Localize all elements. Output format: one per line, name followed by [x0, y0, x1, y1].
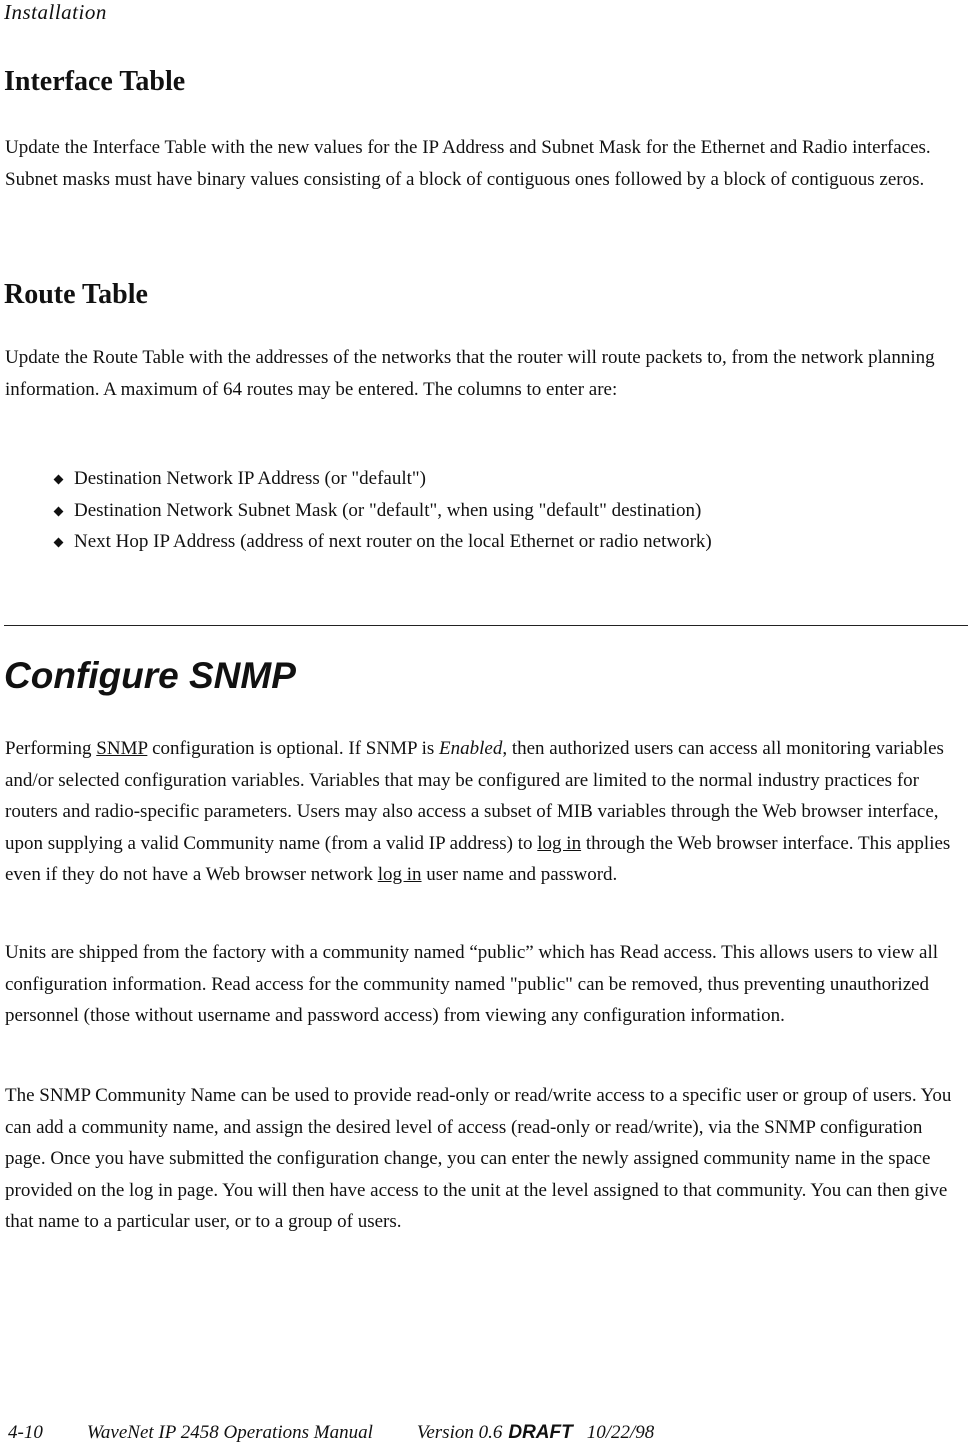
snmp-link[interactable]: SNMP [96, 738, 148, 759]
snmp-paragraph-1 [5, 733, 967, 891]
list-item [52, 463, 712, 495]
log-in-link[interactable]: log in [537, 832, 582, 854]
list-item [52, 495, 712, 527]
list-item [52, 526, 712, 558]
version-label: Version 0.6 [416, 1422, 503, 1443]
text-run: user name and password. [421, 864, 618, 885]
enabled-term: Enabled [439, 738, 503, 759]
interface-table-heading: Interface Table [4, 66, 186, 97]
text-run: through the Web browser interface. This applies even if they do not have a Web browser network [5, 832, 951, 885]
running-head: Installation [4, 0, 107, 24]
route-table-heading: Route Table [4, 279, 148, 310]
diamond-bullet-icon [54, 538, 64, 548]
diamond-bullet-icon [54, 506, 64, 516]
log-in-link[interactable]: log in [377, 864, 422, 885]
list-item-text: Destination Network IP Address (or "default") [74, 468, 426, 489]
manual-title: WaveNet IP 2458 Operations Manual [86, 1422, 373, 1443]
interface-table-paragraph: Update the Interface Table with the new values for the IP Address and Subnet Mask for the Ethernet and Radio interfaces. Subnet masks must have binary values consisting of a block of contiguous ones followed by a block of contiguous zeros. [5, 137, 931, 190]
list-item-text: Next Hop IP Address (address of next router on the local Ethernet or radio network) [74, 531, 712, 552]
diamond-bullet-icon [54, 475, 64, 485]
route-columns-list [52, 463, 712, 558]
text-run: configuration is optional. If SNMP is [147, 738, 440, 759]
text-run: Performing [5, 738, 97, 759]
footer-date: 10/22/98 [586, 1422, 655, 1443]
page-footer [8, 1422, 698, 1444]
text-run: , then authorized users can access all monitoring variables and/or selected configuration variables. Variables that may be configured are limited to the normal industry practices for routers and radio-specific parameters. Users may also access a subset of MIB variables through the Web browser interface, upon supplying a valid Community name (from a valid IP address) to [5, 738, 944, 854]
snmp-paragraph-2: Units are shipped from the factory with a community named “public” which has Read access. This allows users to view all configuration information. Read access for the community named "public" can be removed, thus preventing unauthorized personnel (those without username and password access) from viewing any configuration information. [5, 942, 939, 1026]
list-item-text: Destination Network Subnet Mask (or "default", when using "default" destination) [74, 499, 702, 521]
route-table-paragraph: Update the Route Table with the addresses of the networks that the router will route packets to, from the network planning information. A maximum of 64 routes may be entered. The columns to enter are: [5, 347, 935, 400]
section-divider [4, 625, 968, 626]
configure-snmp-heading: Configure SNMP [4, 655, 296, 696]
draft-label: DRAFT [508, 1422, 573, 1443]
snmp-paragraph-3: The SNMP Community Name can be used to provide read-only or read/write access to a specific user or group of users. You can add a community name, and assign the desired level of access (read-only or read/write), via the SNMP configuration page. Once you have submitted the configuration change, you can enter the newly assigned community name in the space provided on the log in page. You will then have access to the unit at the level assigned to that community. You can then give that name to a particular user, or to a group of users. [5, 1085, 952, 1232]
page-number: 4-10 [8, 1422, 43, 1443]
